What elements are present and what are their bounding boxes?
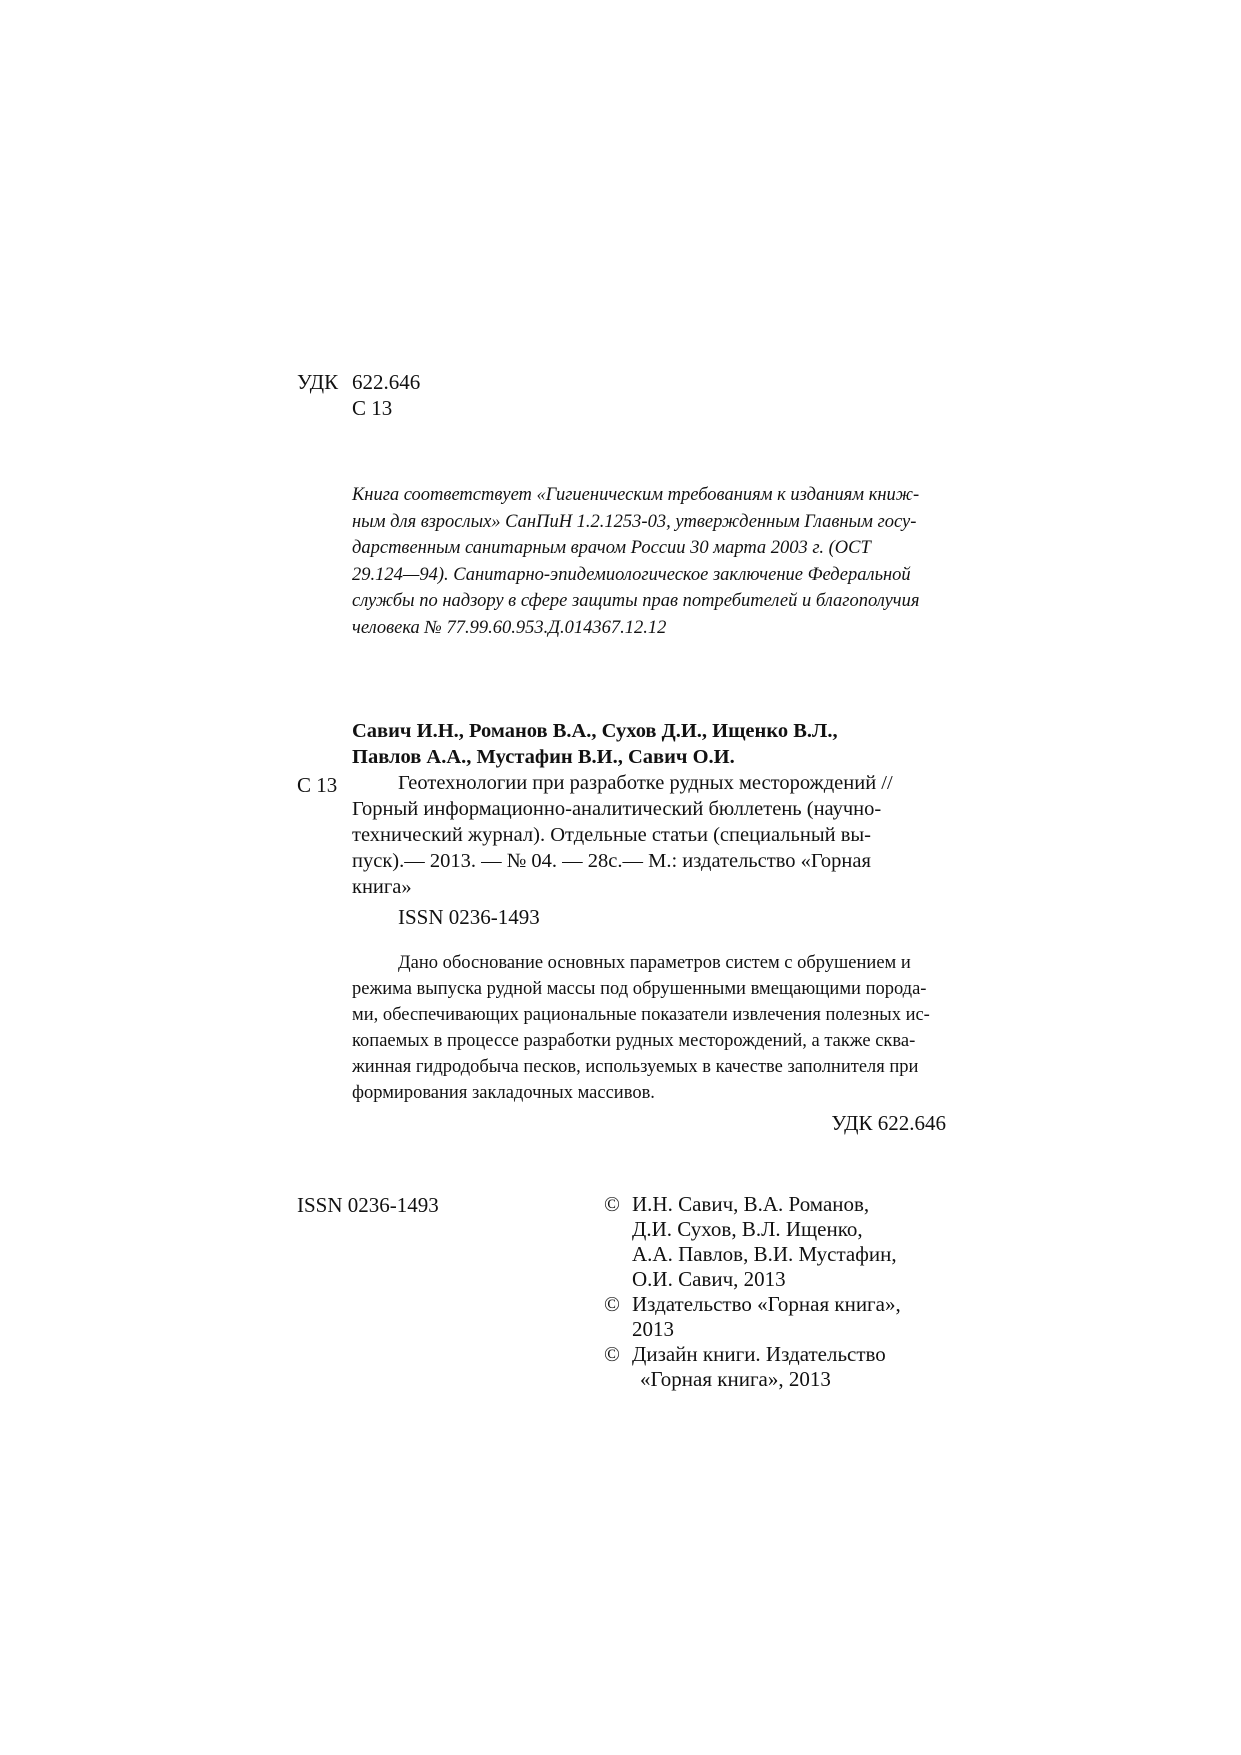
issn-middle: ISSN 0236-1493	[398, 905, 540, 929]
author-sign: С 13	[352, 396, 393, 420]
authors-line: Савич И.Н., Романов В.А., Сухов Д.И., Ищенко В.Л.,	[352, 720, 838, 742]
authors-list	[352, 718, 952, 770]
copyright-authors	[604, 1192, 964, 1292]
copyright-line: «Горная книга», 2013	[640, 1367, 831, 1391]
bib-line: Геотехнологии при разработке рудных месторождений //	[398, 772, 893, 794]
udk-right: УДК 622.646	[831, 1111, 946, 1135]
copyright-design	[604, 1342, 964, 1392]
copyright-symbol: ©	[604, 1192, 620, 1216]
copyright-line: Д.И. Сухов, В.Л. Ищенко,	[632, 1217, 863, 1241]
copyright-line: Дизайн книги. Издательство	[632, 1342, 886, 1366]
bib-line: Горный информационно-аналитический бюллетень (научно-	[352, 798, 882, 820]
abstract-line: ми, обеспечивающих рациональные показатели извлечения полезных ис-	[352, 1005, 930, 1025]
copyright-line: Издательство «Горная книга»,	[632, 1292, 901, 1316]
notice-line: дарственным санитарным врачом России 30 марта 2003 г. (ОСТ	[352, 538, 871, 558]
copyright-block	[604, 1192, 964, 1392]
authors-line: Павлов А.А., Мустафин В.И., Савич О.И.	[352, 746, 735, 768]
notice-line: Книга соответствует «Гигиеническим требованиям к изданиям книж-	[352, 485, 920, 505]
bibliography-code: С 13	[297, 773, 338, 797]
copyright-symbol: ©	[604, 1342, 620, 1366]
udk-codes	[352, 369, 420, 421]
copyright-publisher	[604, 1292, 964, 1342]
hygiene-notice	[352, 482, 946, 641]
notice-line: человека № 77.99.60.953.Д.014367.12.12	[352, 617, 667, 638]
bibliographic-description	[352, 770, 946, 900]
bib-line: книга»	[352, 876, 412, 898]
issn-bottom: ISSN 0236-1493	[297, 1193, 439, 1217]
copyright-line: 2013	[632, 1317, 674, 1341]
copyright-line: О.И. Савич, 2013	[632, 1267, 786, 1291]
abstract-line: жинная гидродобыча песков, используемых в качестве заполнителя при	[352, 1057, 919, 1077]
abstract-line: Дано обоснование основных параметров систем с обрушением и	[398, 953, 911, 973]
copyright-line: А.А. Павлов, В.И. Мустафин,	[632, 1242, 897, 1266]
bib-line: технический журнал). Отдельные статьи (специальный вы-	[352, 824, 872, 846]
notice-line: ным для взрослых» СанПиН 1.2.1253-03, утвержденным Главным госу-	[352, 511, 917, 532]
udk-code: 622.646	[352, 370, 421, 394]
udk-label: УДК	[297, 370, 339, 394]
notice-line: 29.124—94). Санитарно-эпидемиологическое заключение Федеральной	[352, 564, 911, 585]
bib-line: пуск).— 2013. — № 04. — 28с.— М.: издательство «Горная	[352, 850, 871, 872]
abstract-line: копаемых в процессе разработки рудных месторождений, а также сква-	[352, 1031, 916, 1051]
abstract-line: режима выпуска рудной массы под обрушенными вмещающими порода-	[352, 979, 927, 999]
copyright-symbol: ©	[604, 1292, 620, 1316]
abstract	[352, 950, 946, 1106]
abstract-line: формирования закладочных массивов.	[352, 1083, 655, 1103]
copyright-line: И.Н. Савич, В.А. Романов,	[632, 1192, 870, 1216]
notice-line: службы по надзору в сфере защиты прав потребителей и благополучия	[352, 591, 920, 611]
